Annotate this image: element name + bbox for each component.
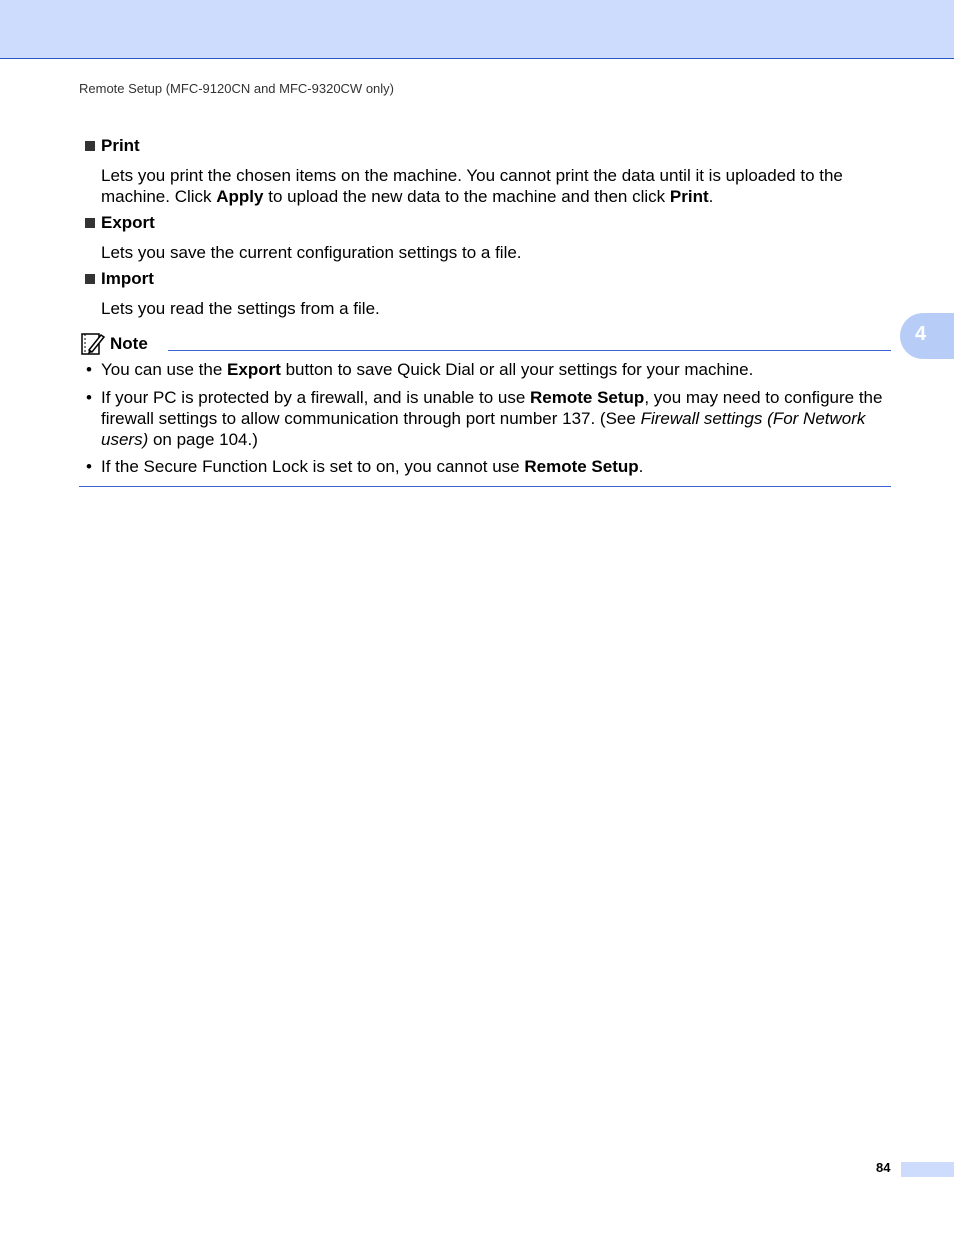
print-description <box>101 165 881 207</box>
square-bullet-icon <box>85 218 95 228</box>
remote-setup-term: Remote Setup <box>530 388 645 407</box>
import-description: Lets you read the settings from a file. <box>101 299 380 318</box>
text-run: to upload the new data to the machine and then click <box>263 187 670 206</box>
note-item <box>86 359 891 380</box>
print-heading <box>85 136 140 156</box>
remote-setup-term: Remote Setup <box>524 457 639 476</box>
import-heading <box>85 269 154 289</box>
text-run: If the Secure Function Lock is set to on, you cannot use <box>101 457 525 476</box>
note-label: Note <box>110 334 148 353</box>
import-title: Import <box>101 269 154 288</box>
cross-reference-link[interactable]: Firewall settings (For Network users) <box>101 409 866 449</box>
text-run: . <box>708 187 714 206</box>
bullet-dot: • <box>86 388 92 407</box>
text-run: If your PC is protected by a firewall, and is unable to use <box>101 388 531 407</box>
text-run: You can use the <box>101 360 228 379</box>
square-bullet-icon <box>85 274 95 284</box>
text-run: . <box>638 457 644 476</box>
note-end-divider <box>79 486 891 487</box>
bullet-dot: • <box>86 360 92 379</box>
note-header <box>80 331 148 357</box>
running-header: Remote Setup (MFC-9120CN and MFC-9320CW only) <box>79 81 394 96</box>
note-item <box>86 456 891 477</box>
export-heading <box>85 213 155 233</box>
text-run: , you may need to configure the firewall settings to allow communication through port number 137. (See <box>101 388 883 428</box>
text-run: on page 104.) <box>148 430 258 449</box>
top-header-band <box>0 0 954 59</box>
note-pencil-icon <box>80 331 106 357</box>
note-divider <box>168 350 891 351</box>
page-number: 84 <box>876 1160 891 1175</box>
export-description: Lets you save the current configuration settings to a file. <box>101 243 522 262</box>
page-number-bar <box>901 1162 954 1177</box>
text-run: Lets you print the chosen items on the machine. You cannot print the data until it is uploaded to the machine. Click <box>101 166 843 206</box>
square-bullet-icon <box>85 141 95 151</box>
bullet-dot: • <box>86 457 92 476</box>
print-term: Print <box>669 187 709 206</box>
export-term: Export <box>227 360 281 379</box>
text-run: button to save Quick Dial or all your settings for your machine. <box>280 360 754 379</box>
print-title: Print <box>101 136 140 155</box>
chapter-number: 4 <box>915 323 927 345</box>
note-item <box>86 387 891 450</box>
apply-term: Apply <box>216 187 264 206</box>
export-title: Export <box>101 213 155 232</box>
chapter-tab[interactable] <box>900 313 954 359</box>
